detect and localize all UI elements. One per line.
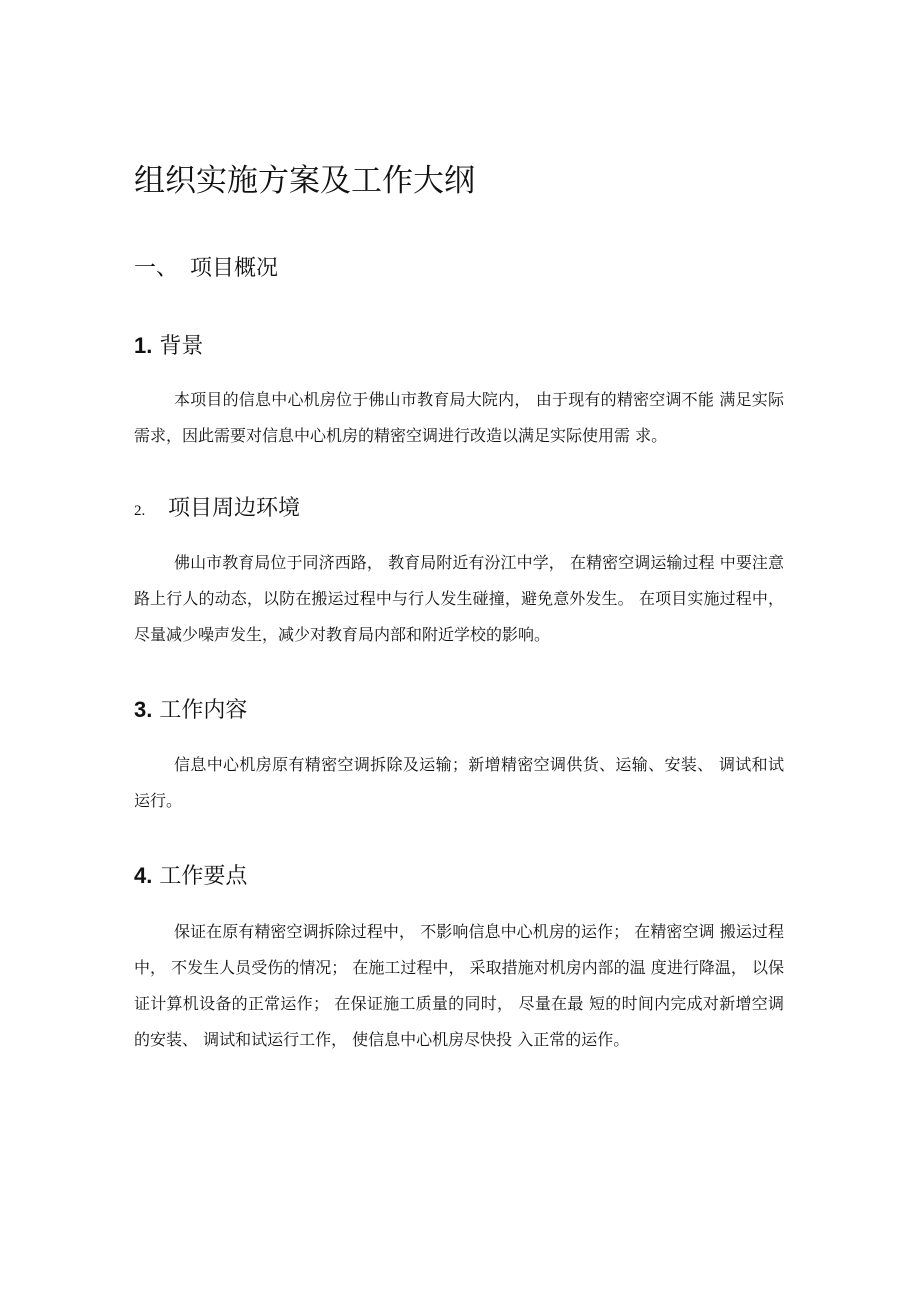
subsection-heading-text: 背景 (159, 334, 204, 359)
subsection-heading-text: 工作内容 (159, 698, 248, 723)
paragraph-background: 本项目的信息中心机房位于佛山市教育局大院内， 由于现有的精密空调不能 满足实际需求，因此需要对信息中心机房的精密空调进行改造以满足实际使用需 求。 (134, 390, 784, 445)
subsection-heading-text: 项目周边环境 (168, 496, 301, 521)
subsection-heading-key-points (134, 861, 247, 892)
subsection-heading-text: 工作要点 (159, 864, 248, 889)
paragraph-key-points: 保证在原有精密空调拆除过程中， 不影响信息中心机房的运作； 在精密空调 搬运过程中， 不发生人员受伤的情况； 在施工过程中， 采取措施对机房内部的温 度进行降温， 以保证计算机设备的正常运作； 在保证施工质量的同时， 尽量在最 短的时间内完成对新增空调的安装、 调试和试运行工作， 使信息中心机房尽快投 入正常的运作。 (134, 922, 784, 1049)
section-heading-text: 项目概况 (190, 256, 279, 281)
subsection-heading-work-content (134, 695, 247, 726)
subsection-number: 4. (134, 863, 153, 888)
subsection-number: 1. (134, 333, 153, 358)
paragraph-work-content: 信息中心机房原有精密空调拆除及运输；新增精密空调供货、运输、安装、 调试和试运行。 (134, 755, 784, 810)
document-title: 组织实施方案及工作大纲 (134, 163, 475, 199)
section-heading-overview (134, 254, 278, 284)
paragraph-environment: 佛山市教育局位于同济西路， 教育局附近有汾江中学， 在精密空调运输过程 中要注意路上行人的动态，以防在搬运过程中与行人发生碰撞，避免意外发生。 在项目实施过程中，尽量减少噪声发生，减少对教育局内部和附近学校的影响。 (134, 553, 784, 644)
subsection-heading-background (134, 331, 203, 362)
subsection-number: 3. (134, 697, 153, 722)
section-number: 一、 (134, 256, 179, 281)
subsection-number: 2. (134, 503, 146, 519)
subsection-heading-environment (134, 494, 300, 526)
